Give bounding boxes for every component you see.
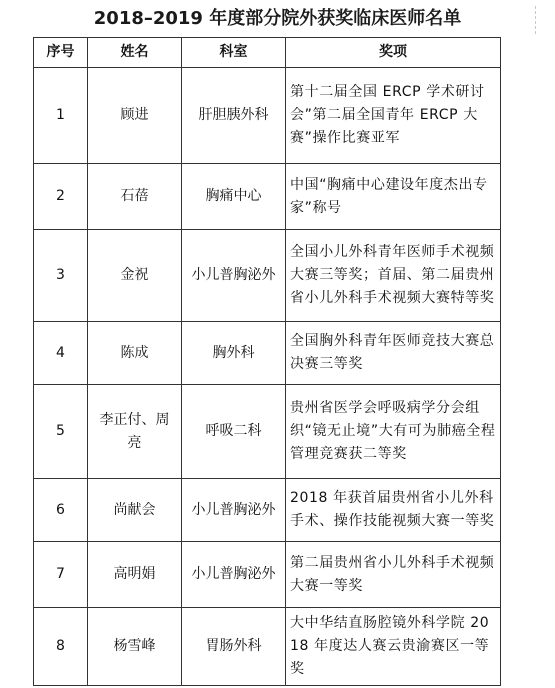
row-number: 6	[34, 479, 88, 542]
table-row	[34, 385, 501, 479]
row-name-cell	[88, 608, 182, 686]
row-name-cell	[88, 322, 182, 385]
row-award: 第二届贵州省小儿外科手术视频大赛一等奖	[286, 542, 501, 608]
row-name-cell	[88, 479, 182, 542]
row-department: 呼吸二科	[182, 385, 286, 479]
header-department: 科室	[182, 38, 286, 68]
row-number: 8	[34, 608, 88, 686]
table-body	[34, 68, 501, 686]
row-department: 胃肠外科	[182, 608, 286, 686]
table-row	[34, 230, 501, 322]
row-name: 金祝	[120, 267, 149, 283]
header-award: 奖项	[286, 38, 501, 68]
row-department: 胸外科	[182, 322, 286, 385]
row-name: 尚献会	[113, 501, 156, 518]
row-name-cell	[88, 542, 182, 608]
row-name: 陈成	[120, 344, 149, 361]
row-award: 2018 年获首届贵州省小儿外科手术、操作技能视频大赛一等奖	[286, 479, 501, 542]
row-number: 4	[34, 322, 88, 385]
header-number: 序号	[34, 38, 88, 68]
row-award: 全国胸外科青年医师竞技大赛总决赛三等奖	[286, 322, 501, 385]
table-row	[34, 608, 501, 686]
header-name: 姓名	[88, 38, 182, 68]
row-department: 胸痛中心	[182, 164, 286, 230]
row-name-cell	[88, 164, 182, 230]
row-number: 5	[34, 385, 88, 479]
award-table	[33, 37, 501, 686]
row-name: 杨雪峰	[113, 638, 156, 654]
table-header-row	[34, 38, 501, 68]
row-number: 2	[34, 164, 88, 230]
row-name: 石蓓	[120, 188, 149, 204]
row-name-cell	[88, 230, 182, 322]
table-row	[34, 164, 501, 230]
row-department: 小儿普胸泌外	[182, 230, 286, 322]
row-name-cell	[88, 68, 182, 164]
row-department: 肝胆胰外科	[182, 68, 286, 164]
table-row	[34, 322, 501, 385]
row-award: 第十二届全国 ERCP 学术研讨会”第二届全国青年 ERCP 大赛”操作比赛亚军	[286, 68, 501, 164]
table-row	[34, 68, 501, 164]
table-row	[34, 479, 501, 542]
row-name-cell	[88, 385, 182, 479]
row-award: 贵州省医学会呼吸病学分会组织“镜无止境”大有可为肺癌全程管理竞赛获二等奖	[286, 385, 501, 479]
row-number: 1	[34, 68, 88, 164]
row-number: 7	[34, 542, 88, 608]
row-number: 3	[34, 230, 88, 322]
row-department: 小儿普胸泌外	[182, 479, 286, 542]
row-award: 中国“胸痛中心建设年度杰出专家”称号	[286, 164, 501, 230]
row-name: 李正付、周亮	[99, 411, 170, 451]
row-department: 小儿普胸泌外	[182, 542, 286, 608]
row-name: 顾进	[120, 107, 149, 123]
row-name: 高明娟	[113, 566, 156, 582]
table-row	[34, 542, 501, 608]
row-award: 全国小儿外科青年医师手术视频大赛三等奖；首届、第二届贵州省小儿外科手术视频大赛特等奖	[286, 230, 501, 322]
row-award: 大中华结直肠腔镜外科学院 2018 年度达人赛云贵渝赛区一等奖	[286, 608, 501, 686]
document-title: 2018–2019 年度部分院外获奖临床医师名单	[93, 8, 462, 29]
